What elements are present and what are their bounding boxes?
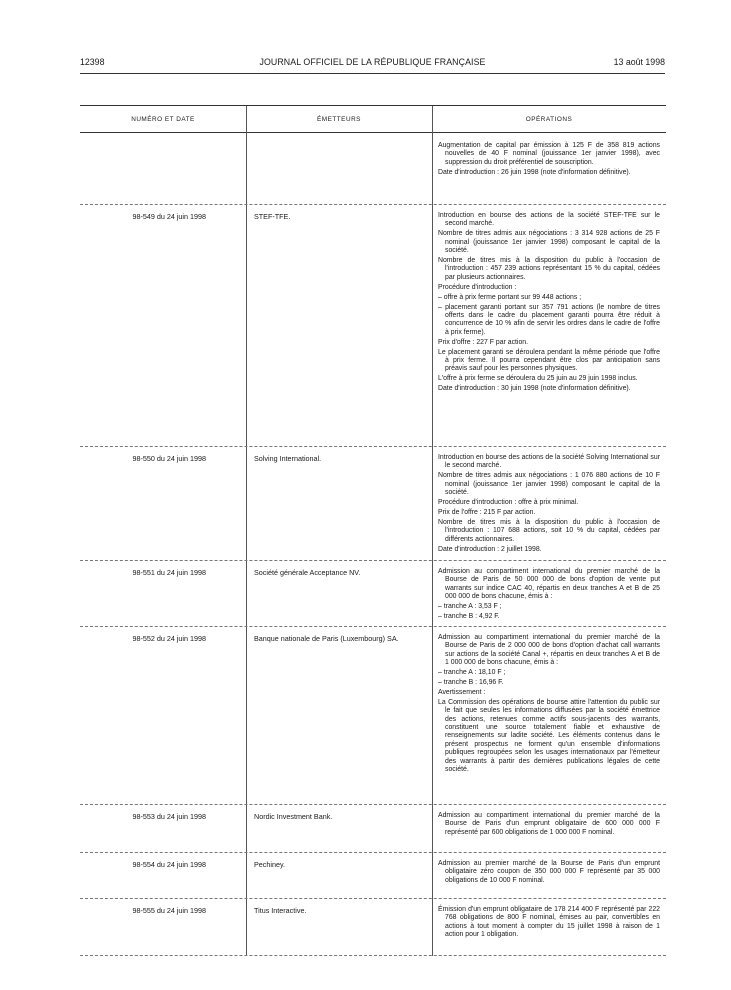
row-emetteur: Pechiney.: [254, 860, 286, 869]
row-operations: [438, 568, 660, 623]
operation-paragraph: – tranche B : 16,96 F.: [438, 679, 504, 687]
operation-paragraph: Introduction en bourse des actions de la société STEF-TFE sur le second marché.: [438, 212, 660, 228]
row-numero: 98-555 du 24 juin 1998: [132, 906, 206, 915]
operation-paragraph: Procédure d'introduction : offre à prix minimal.: [438, 499, 579, 507]
row-separator: [80, 204, 666, 205]
issue-date: 13 août 1998: [613, 57, 665, 67]
row-operations: [438, 142, 660, 179]
row-emetteur: Nordic Investment Bank.: [254, 812, 333, 821]
row-emetteur: Banque nationale de Paris (Luxembourg) SA.: [254, 634, 399, 643]
row-numero: 98-551 du 24 juin 1998: [132, 568, 206, 577]
row-operations: [438, 812, 660, 839]
header-rule: [80, 73, 665, 74]
column-header-emetteurs: ÉMETTEURS: [317, 116, 361, 123]
table-bottom-rule: [80, 955, 666, 956]
operation-paragraph: La Commission des opérations de bourse attire l'attention du public sur le fait que seules les informations diffusées par la société émettrice des actions, retenues comme actifs sous-jacents des warrants, constituent une source totalement fiable et exhaustive de renseignements sur ladite société. Les éléments contenus dans le présent prospectus ne forment qu'un ensemble d'informations publiques regroupées selon les usages internationaux par l'émetteur des warrants à partir des dernières publications légales de cette société.: [438, 698, 660, 774]
operation-paragraph: Prix de l'offre : 215 F par action.: [438, 508, 536, 516]
row-separator: [80, 626, 666, 627]
column-divider: [246, 106, 247, 956]
operation-paragraph: Nombre de titres admis aux négociations : 3 314 928 actions de 25 F nominal (jouissance 1er janvier 1998) composant le capital de la société.: [438, 230, 660, 255]
row-numero: 98-549 du 24 juin 1998: [132, 212, 206, 221]
operation-paragraph: Admission au compartiment international du premier marché de la Bourse de Paris de 50 000 000 de bons d'option de vente put warrants sur indice CAC 40, répartis en deux tranches A et B de 25 000 000 de bons chacune, émis à :: [438, 568, 660, 601]
operation-paragraph: Admission au premier marché de la Bourse de Paris d'un emprunt obligataire zéro coupon de 350 000 000 F représenté par 35 000 obligations de 10 000 F nominal.: [438, 860, 660, 884]
operation-paragraph: L'offre à prix ferme se déroulera du 25 juin au 29 juin 1998 inclus.: [438, 375, 638, 383]
operation-paragraph: Nombre de titres admis aux négociations : 1 076 880 actions de 10 F nominal (jouissance 1er janvier 1998) composant le capital de la société.: [438, 472, 660, 497]
operation-paragraph: – placement garanti portant sur 357 791 actions (le nombre de titres offerts dans le cadre du placement garanti pourra être réduit à concurrence de 10 % afin de servir les ordres dans le cadre de l'offre à prix ferme).: [438, 303, 660, 336]
operation-paragraph: Admission au compartiment international du premier marché de la Bourse de Paris de 2 000 000 de bons d'option d'achat call warrants sur actions de la société Canal +, répartis en deux tranches A et B de 1 000 000 de bons chacune, émis à :: [438, 634, 660, 667]
row-separator: [80, 446, 666, 447]
column-header-operations: OPÉRATIONS: [525, 116, 573, 123]
operation-paragraph: Augmentation de capital par émission à 125 F de 358 819 actions nouvelles de 40 F nominal (jouissance 1er janvier 1998), avec suppression du droit préférentiel de souscription.: [438, 142, 660, 166]
operation-paragraph: – tranche B : 4,92 F.: [438, 613, 500, 621]
row-operations: [438, 212, 660, 395]
row-operations: [438, 454, 660, 555]
operation-paragraph: Date d'introduction : 26 juin 1998 (note d'information définitive).: [438, 168, 631, 176]
operation-paragraph: Introduction en bourse des actions de la société Solving International sur le second marché.: [438, 454, 660, 470]
row-numero: 98-553 du 24 juin 1998: [132, 812, 206, 821]
row-emetteur: Solving International.: [254, 454, 322, 463]
operation-paragraph: Procédure d'introduction :: [438, 283, 517, 291]
row-separator: [80, 560, 666, 561]
row-operations: [438, 860, 660, 887]
operation-paragraph: Émission d'un emprunt obligataire de 178 214 400 F représenté par 222 768 obligations de 800 F nominal, émises au pair, convertibles en actions à tout moment à compter du 15 juillet 1998 à raison de 1 action pour 1 obligation.: [438, 906, 660, 939]
operation-paragraph: Admission au compartiment international du premier marché de la Bourse de Paris d'un emprunt obligataire de 600 000 000 F représenté par 600 obligations de 1 000 000 F nominal.: [438, 812, 660, 836]
journal-title: JOURNAL OFFICIEL DE LA RÉPUBLIQUE FRANÇAISE: [259, 57, 486, 67]
page-number: 12398: [80, 57, 105, 67]
operation-paragraph: – tranche A : 3,53 F ;: [438, 603, 502, 611]
row-numero: 98-552 du 24 juin 1998: [132, 634, 206, 643]
row-separator: [80, 898, 666, 899]
column-header-numero: NUMÉRO ET DATE: [131, 116, 195, 123]
operation-paragraph: Date d'introduction : 30 juin 1998 (note d'information définitive).: [438, 385, 631, 393]
operation-paragraph: Nombre de titres mis à la disposition du public à l'occasion de l'introduction : 107 688 actions, soit 10 % du capital, cédées par différents actionnaires.: [438, 518, 660, 543]
operation-paragraph: – tranche A : 18,10 F ;: [438, 669, 506, 677]
operations-table: [80, 105, 666, 956]
page-header: [80, 57, 665, 71]
table-header: [80, 106, 666, 133]
operation-paragraph: – offre à prix ferme portant sur 99 448 actions ;: [438, 293, 582, 301]
row-operations: [438, 634, 660, 776]
row-separator: [80, 804, 666, 805]
row-separator: [80, 852, 666, 853]
row-operations: [438, 906, 660, 941]
operation-paragraph: Prix d'offre : 227 F par action.: [438, 338, 529, 346]
column-divider: [432, 106, 433, 956]
operation-paragraph: Le placement garanti se déroulera pendant la même période que l'offre à prix ferme. Il pourra cependant être clos par anticipation sans préavis sauf pour les personnes physiques.: [438, 348, 660, 373]
row-emetteur: Titus Interactive.: [254, 906, 307, 915]
operation-paragraph: Date d'introduction : 2 juillet 1998.: [438, 545, 542, 553]
row-emetteur: Société générale Acceptance NV.: [254, 568, 361, 577]
operation-paragraph: Nombre de titres mis à la disposition du public à l'occasion de l'introduction : 457 239 actions représentant 15 % du capital, cédées par plusieurs actionnaires.: [438, 257, 660, 281]
operation-paragraph: Avertissement :: [438, 688, 486, 696]
row-numero: 98-550 du 24 juin 1998: [132, 454, 206, 463]
row-emetteur: STEF-TFE.: [254, 212, 291, 221]
row-numero: 98-554 du 24 juin 1998: [132, 860, 206, 869]
